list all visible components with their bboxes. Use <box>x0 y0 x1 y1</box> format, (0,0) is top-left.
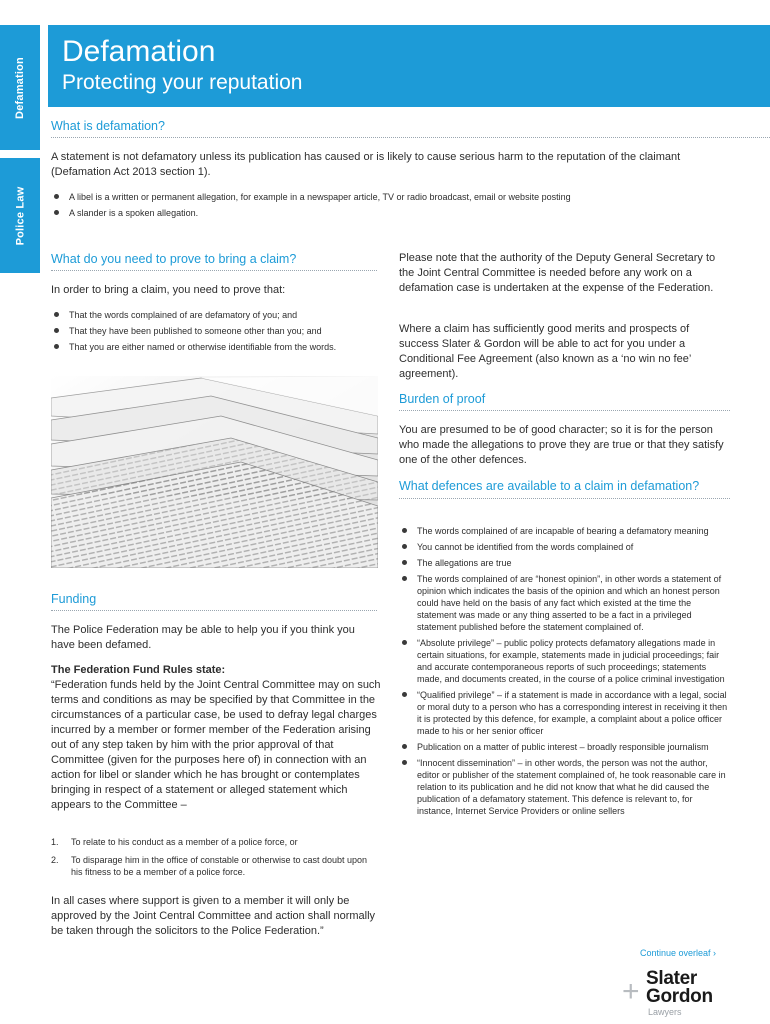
item-text: To relate to his conduct as a member of a police force, or <box>71 837 298 847</box>
list-item: That the words complained of are defamatory of you; and <box>51 309 381 321</box>
slater-gordon-logo <box>622 965 732 1021</box>
section-heading-what-is: What is defamation? <box>51 119 770 138</box>
fund-rules-items <box>51 836 377 878</box>
section-heading-defences: What defences are available to a claim in defamation? <box>399 478 730 499</box>
cfa-paragraph: Where a claim has sufficiently good merits and prospects of success Slater & Gordon will be able to act for you under a Conditional Fee Agreement (also known as a ‘no win no fee’ agreement). <box>399 323 691 380</box>
funding-paragraph: The Police Federation may be able to help you if you think you have been defamed. <box>51 624 355 651</box>
item-number: 1. <box>51 837 59 847</box>
list-item: A slander is a spoken allegation. <box>51 207 701 219</box>
prove-intro: In order to bring a claim, you need to prove that: <box>51 284 286 296</box>
page-title: Defamation <box>62 35 216 68</box>
list-item: A libel is a written or permanent allegation, for example in a newspaper article, TV or radio broadcast, email or website posting <box>51 191 701 203</box>
what-is-paragraph: A statement is not defamatory unless its publication has caused or is likely to cause serious harm to the reputation of the claimant (Defamation Act 2013 section 1). <box>51 151 681 178</box>
side-tab-police-law-label: Police Law <box>14 186 27 245</box>
header-band <box>48 25 770 107</box>
list-item: “Innocent dissemination” – in other words, the person was not the author, editor or publisher of the statement complained of, he took reasonable care in relation to its publication and he did not know that what he did caused the publication of a defamatory statement. This defence is relevant to, for instance, Internet Service Providers or online sellers <box>399 757 729 817</box>
item-text: To disparage him in the office of constable or otherwise to cast doubt upon his fitness to be a member of a police force. <box>71 855 368 877</box>
burden-paragraph: You are presumed to be of good character; so it is for the person who made the allegations to prove they are true or that they satisfy one of the other defences. <box>399 424 724 466</box>
section-heading-burden: Burden of proof <box>399 392 730 411</box>
continue-overleaf-link[interactable]: Continue overleaf › <box>640 948 717 958</box>
fund-rules-quote: “Federation funds held by the Joint Central Committee may on such terms and conditions as may be specified by that Committee in the circumstances of a particular case, be used to defray legal charges incurred by a member or former member of the Federation arising out of any step taken by him with the prior approval of that Committee (given for the purposes here of) in connection with an action for libel or slander which he has brought or contemplates bringing in respect of a statement or alleged statement which appears to the Committee – <box>51 679 381 811</box>
list-item: The words complained of are incapable of bearing a defamatory meaning <box>399 525 729 537</box>
funding-closing: In all cases where support is given to a member it will only be approved by the Joint Central Committee and action shall normally be taken through the solicitors to the Police Federation.” <box>51 895 376 937</box>
what-is-list <box>51 191 701 219</box>
list-item <box>51 836 377 848</box>
list-item: “Qualified privilege” – if a statement is made in accordance with a legal, social or moral duty to a person who has a corresponding interest in receiving it then it is protected by this defence, for example, a complaint about a police officer made to his or her senior officer <box>399 689 729 737</box>
list-item: You cannot be identified from the words complained of <box>399 541 729 553</box>
logo-word-gordon: Gordon <box>646 986 713 1007</box>
logo-tagline: Lawyers <box>648 1007 682 1017</box>
page-subtitle: Protecting your reputation <box>62 71 303 94</box>
list-item: The allegations are true <box>399 557 729 569</box>
newspapers-illustration <box>51 376 378 568</box>
prove-list <box>51 309 381 353</box>
side-tab-defamation <box>0 25 40 150</box>
section-heading-prove: What do you need to prove to bring a claim? <box>51 252 377 271</box>
fund-rules-title: The Federation Fund Rules state: <box>51 664 226 676</box>
list-item: That you are either named or otherwise identifiable from the words. <box>51 341 381 353</box>
defences-list <box>399 525 729 817</box>
side-tab-police-law <box>0 158 40 273</box>
authority-paragraph: Please note that the authority of the Deputy General Secretary to the Joint Central Committee is needed before any work on a defamation case is undertaken at the expense of the Federation. <box>399 252 716 294</box>
newspapers-photo <box>51 376 378 568</box>
plus-icon: + <box>622 975 640 1008</box>
list-item <box>51 854 377 878</box>
list-item: “Absolute privilege” – public policy protects defamatory allegations made in certain situations, for example, statements made in judicial proceedings; fair and accurate contemporaneous reports of such proceedings; statements made, and documents created, in the course of a police criminal investigation <box>399 637 729 685</box>
logo-word-slater: Slater <box>646 968 698 989</box>
side-tab-defamation-label: Defamation <box>14 56 26 119</box>
list-item: The words complained of are “honest opinion”, in other words a statement of opinion which indicates the basis of the opinion and which an honest person could have held on the basis of any fact which existed at the time the statement was made or any thing asserted to be a fact in a privileged statement published before the statement complained of. <box>399 573 729 633</box>
list-item: That they have been published to someone other than you; and <box>51 325 381 337</box>
section-heading-funding: Funding <box>51 592 377 611</box>
item-number: 2. <box>51 855 59 865</box>
list-item: Publication on a matter of public interest – broadly responsible journalism <box>399 741 729 753</box>
